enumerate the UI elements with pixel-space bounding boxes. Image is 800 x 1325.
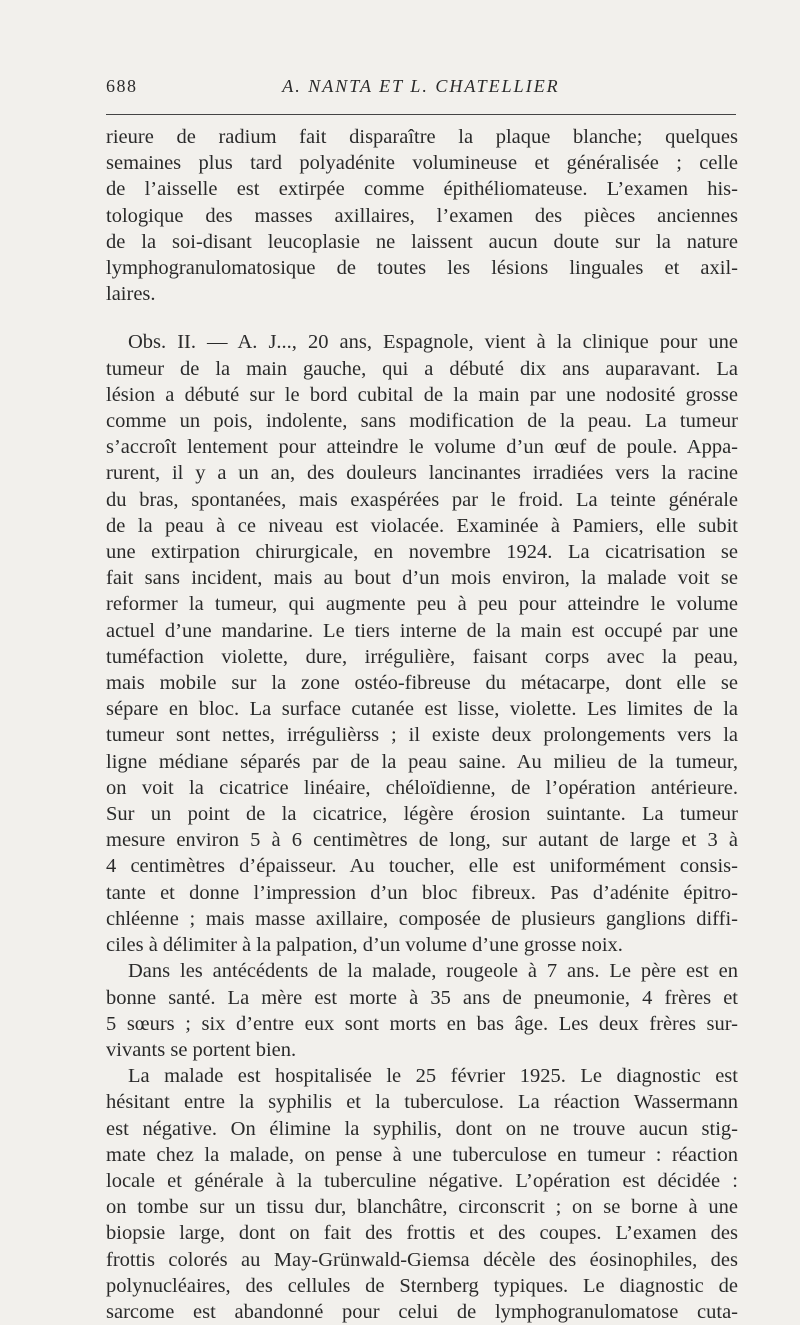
text-line: de l’aisselle est extirpée comme épithéliomateuse. L’examen his- xyxy=(106,178,738,201)
text-line: s’accroît lentement pour atteindre le volume d’un œuf de poule. Appa- xyxy=(106,436,738,459)
text-line: polynucléaires, des cellules de Sternberg typiques. Le diagnostic de xyxy=(106,1274,738,1297)
text-line: 5 sœurs ; six d’entre eux sont morts en bas âge. Les deux frères sur- xyxy=(106,1012,738,1035)
text-line: laires. xyxy=(106,283,156,306)
text-line: tumeur de la main gauche, qui a débuté dix ans auparavant. La xyxy=(106,357,738,380)
text-line: on tombe sur un tissu dur, blanchâtre, circonscrit ; on se borne à une xyxy=(106,1196,738,1219)
text-line: tologique des masses axillaires, l’examen des pièces anciennes xyxy=(106,204,738,227)
text-line: du bras, spontanées, mais exaspérées par le froid. La teinte générale xyxy=(106,488,738,511)
text-line: Sur un point de la cicatrice, légère érosion suintante. La tumeur xyxy=(106,803,738,826)
text-line: hésitant entre la syphilis et la tuberculose. La réaction Wassermann xyxy=(106,1091,738,1114)
paragraph-antecedents xyxy=(106,958,738,1063)
text-line: mesure environ 5 à 6 centimètres de long, sur autant de large et 3 à xyxy=(106,829,738,852)
text-line: mate chez la malade, on pense à une tuberculose en tumeur : réaction xyxy=(106,1143,738,1166)
text-line: biopsie large, dont on fait des frottis et des coupes. L’examen des xyxy=(106,1222,738,1245)
paragraph-observation xyxy=(106,329,738,958)
text-line: mais mobile sur la zone ostéo-fibreuse du métacarpe, dont elle se xyxy=(106,672,738,695)
paragraph-hospitalisation xyxy=(106,1063,738,1325)
text-line: Obs. II. — A. J..., 20 ans, Espagnole, vient à la clinique pour une xyxy=(128,331,738,354)
text-line: une extirpation chirurgicale, en novembre 1924. La cicatrisation se xyxy=(106,541,738,564)
text-line: reformer la tumeur, qui augmente peu à peu pour atteindre le volume xyxy=(106,593,738,616)
text-line: est négative. On élimine la syphilis, dont on ne trouve aucun stig- xyxy=(106,1117,738,1140)
text-line: tumeur sont nettes, irrégulièrss ; il existe deux prolongements vers la xyxy=(106,724,738,747)
text-line: ligne médiane séparés par de la peau saine. Au milieu de la tumeur, xyxy=(106,750,738,773)
header-rule xyxy=(106,114,736,115)
text-line: ciles à délimiter à la palpation, d’un volume d’une grosse noix. xyxy=(106,934,623,957)
page-number: 688 xyxy=(106,76,138,96)
text-line: tuméfaction violette, dure, irrégulière, faisant corps avec la peau, xyxy=(106,645,738,668)
text-line: semaines plus tard polyadénite volumineuse et généralisée ; celle xyxy=(106,152,738,175)
text-line: de la peau à ce niveau est violacée. Examinée à Pamiers, elle subit xyxy=(106,514,738,537)
text-line: actuel d’une mandarine. Le tiers interne de la main est occupé par une xyxy=(106,619,738,642)
text-line: 4 centimètres d’épaisseur. Au toucher, elle est uniformément consis- xyxy=(106,855,738,878)
text-line: tante et donne l’impression d’un bloc fibreux. Pas d’adénite épitro- xyxy=(106,881,738,904)
text-line: on voit la cicatrice linéaire, chéloïdienne, de l’opération antérieure. xyxy=(106,776,738,799)
text-line: vivants se portent bien. xyxy=(106,1038,297,1061)
text-line: chléenne ; mais masse axillaire, composée de plusieurs ganglions diffi- xyxy=(106,907,738,930)
text-line: comme un pois, indolente, sans modification de la peau. La tumeur xyxy=(106,410,738,433)
text-line: fait sans incident, mais au bout d’un mois environ, la malade voit se xyxy=(106,567,738,590)
text-line: lésion a débuté sur le bord cubital de la main par une nodosité grosse xyxy=(106,383,738,406)
text-line: Dans les antécédents de la malade, rougeole à 7 ans. Le père est en xyxy=(128,960,738,983)
text-line: frottis colorés au May-Grünwald-Giemsa décèle des éosinophiles, des xyxy=(106,1248,738,1271)
text-line: locale et générale à la tuberculine négative. L’opération est décidée : xyxy=(106,1169,738,1192)
running-header xyxy=(106,76,736,106)
text-line: bonne santé. La mère est morte à 35 ans de pneumonie, 4 frères et xyxy=(106,986,738,1009)
text-line: rieure de radium fait disparaître la plaque blanche; quelques xyxy=(106,126,738,148)
text-line: rurent, il y a un an, des douleurs lancinantes irradiées vers la racine xyxy=(106,462,738,485)
text-line: sarcome est abandonné pour celui de lymphogranulomatose cuta- xyxy=(106,1300,738,1323)
running-title: A. NANTA ET L. CHATELLIER xyxy=(282,76,560,96)
text-line: La malade est hospitalisée le 25 février 1925. Le diagnostic est xyxy=(128,1065,738,1088)
text-line: de la soi-disant leucoplasie ne laissent aucun doute sur la nature xyxy=(106,230,738,253)
paragraph-continuation xyxy=(106,124,738,307)
body-text xyxy=(106,124,738,1325)
text-line: lymphogranulomatosique de toutes les lésions linguales et axil- xyxy=(106,257,738,280)
text-line: sépare en bloc. La surface cutanée est lisse, violette. Les limites de la xyxy=(106,698,738,721)
